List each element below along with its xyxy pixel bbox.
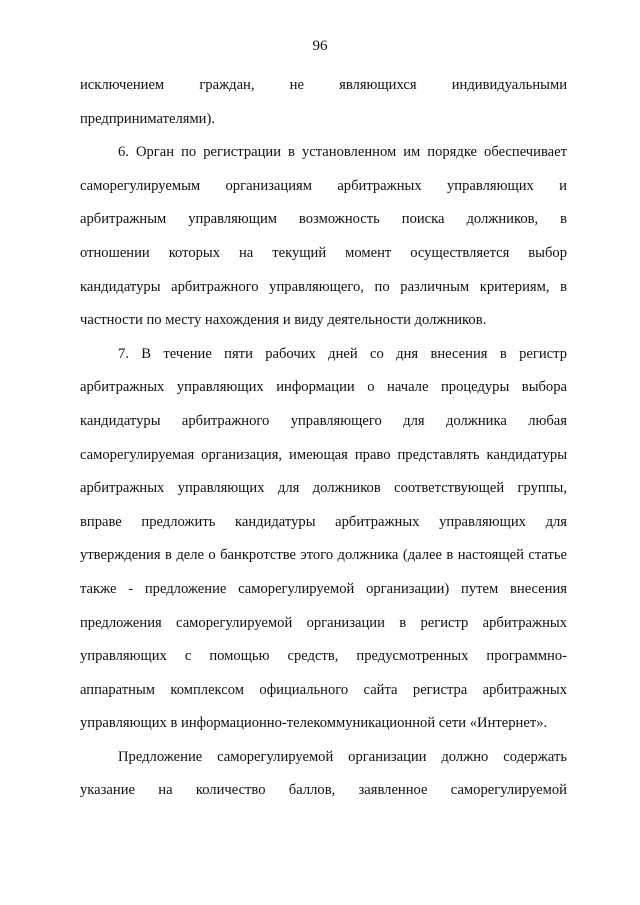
text-line: кандидатуры арбитражного управляющего, по различным критериям, в xyxy=(80,278,567,295)
text-line: арбитражным управляющим возможность поиска должников, в xyxy=(80,211,567,228)
text-line: исключением граждан, не являющихся индивидуальными xyxy=(80,77,567,93)
text-line: указание на количество баллов, заявленное саморегулируемой xyxy=(80,782,567,799)
text-line: утверждения в деле о банкротстве этого должника (далее в настоящей статье xyxy=(80,547,567,564)
text-line: управляющих с помощью средств, предусмотренных программно- xyxy=(80,648,567,665)
paragraph-6-start: 6. Орган по регистрации в установленном им порядке обеспечивает xyxy=(118,144,567,161)
text-line: аппаратным комплексом официального сайта регистра арбитражных xyxy=(80,681,567,698)
text-line: кандидатуры арбитражного управляющего для должника любая xyxy=(80,412,567,429)
text-line: управляющих в информационно-телекоммуникационной сети «Интернет». xyxy=(80,715,548,732)
text-line: саморегулируемым организациям арбитражных управляющих и xyxy=(80,177,567,194)
text-line: саморегулируемая организация, имеющая право представлять кандидатуры xyxy=(80,446,567,463)
page-number: 96 xyxy=(312,38,328,54)
text-line: арбитражных управляющих для должников соответствующей группы, xyxy=(80,480,567,497)
paragraph-7-start: 7. В течение пяти рабочих дней со дня внесения в регистр xyxy=(118,345,567,362)
text-line: вправе предложить кандидатуры арбитражных управляющих для xyxy=(80,513,567,530)
document-body xyxy=(80,75,567,814)
text-line: частности по месту нахождения и виду деятельности должников. xyxy=(80,312,487,329)
text-line: арбитражных управляющих информации о начале процедуры выбора xyxy=(80,379,567,396)
text-line: предпринимателями). xyxy=(80,110,215,127)
text-line: предложения саморегулируемой организации в регистр арбитражных xyxy=(80,614,567,631)
text-line: отношении которых на текущий момент осуществляется выбор xyxy=(80,244,567,261)
paragraph-proposal-start: Предложение саморегулируемой организации должно содержать xyxy=(118,748,567,765)
text-line: также - предложение саморегулируемой организации) путем внесения xyxy=(80,580,567,597)
